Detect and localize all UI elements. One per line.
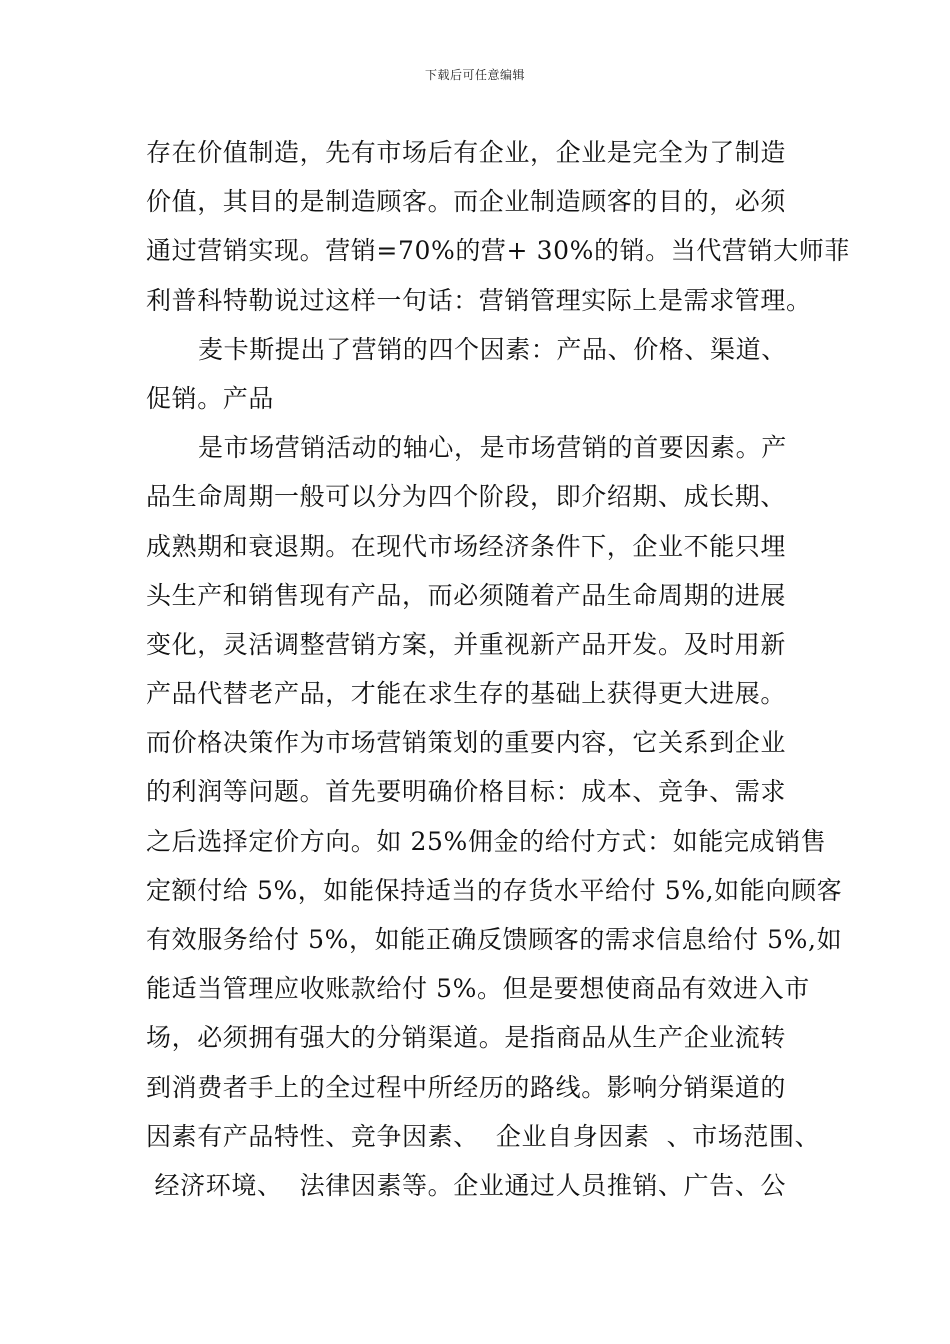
- text-line: 经济环境、 法律因素等。企业通过人员推销、广告、公: [146, 1170, 787, 1200]
- text-line: 促销。产品: [146, 383, 275, 413]
- text-line: 因素有产品特性、竞争因素、 企业自身因素 、市场范围、: [146, 1121, 821, 1151]
- text-line: 变化，灵活调整营销方案，并重视新产品开发。及时用新: [146, 629, 787, 659]
- paragraph-first-line: 是市场营销活动的轴心，是市场营销的首要因素。产: [198, 433, 787, 463]
- text-line: 通过营销实现。营销=70%的营+ 30%的销。当代营销大师菲: [146, 236, 850, 266]
- text-line: 利普科特勒说过这样一句话：营销管理实际上是需求管理。: [146, 285, 812, 315]
- page-header: 下载后可任意编辑: [424, 68, 525, 82]
- text-line: 定额付给 5%，如能保持适当的存货水平给付 5%,如能向顾客: [146, 875, 843, 905]
- text-line: 能适当管理应收账款给付 5%。但是要想使商品有效进入市: [146, 974, 810, 1004]
- text-line: 品生命周期一般可以分为四个阶段，即介绍期、成长期、: [146, 482, 787, 512]
- text-line: 的利润等问题。首先要明确价格目标：成本、竞争、需求: [146, 777, 787, 807]
- text-line: 场，必须拥有强大的分销渠道。是指商品从生产企业流转: [146, 1023, 787, 1053]
- document-body: [146, 128, 850, 1210]
- text-line: 到消费者手上的全过程中所经历的路线。影响分销渠道的: [146, 1072, 787, 1102]
- text-line: 而价格决策作为市场营销策划的重要内容，它关系到企业: [146, 728, 787, 758]
- text-line: 之后选择定价方向。如 25%佣金的给付方式：如能完成销售: [146, 826, 827, 856]
- text-line: 成熟期和衰退期。在现代市场经济条件下，企业不能只埋: [146, 531, 787, 561]
- text-line: 头生产和销售现有产品，而必须随着产品生命周期的进展: [146, 580, 787, 610]
- text-line: 价值，其目的是制造顾客。而企业制造顾客的目的，必须: [146, 187, 787, 217]
- text-line: 存在价值制造，先有市场后有企业，企业是完全为了制造: [146, 138, 787, 167]
- paragraph-first-line: 麦卡斯提出了营销的四个因素：产品、价格、渠道、: [198, 334, 787, 364]
- text-line: 有效服务给付 5%，如能正确反馈顾客的需求信息给付 5%,如: [146, 925, 843, 954]
- text-line: 产品代替老产品，才能在求生存的基础上获得更大进展。: [146, 679, 787, 709]
